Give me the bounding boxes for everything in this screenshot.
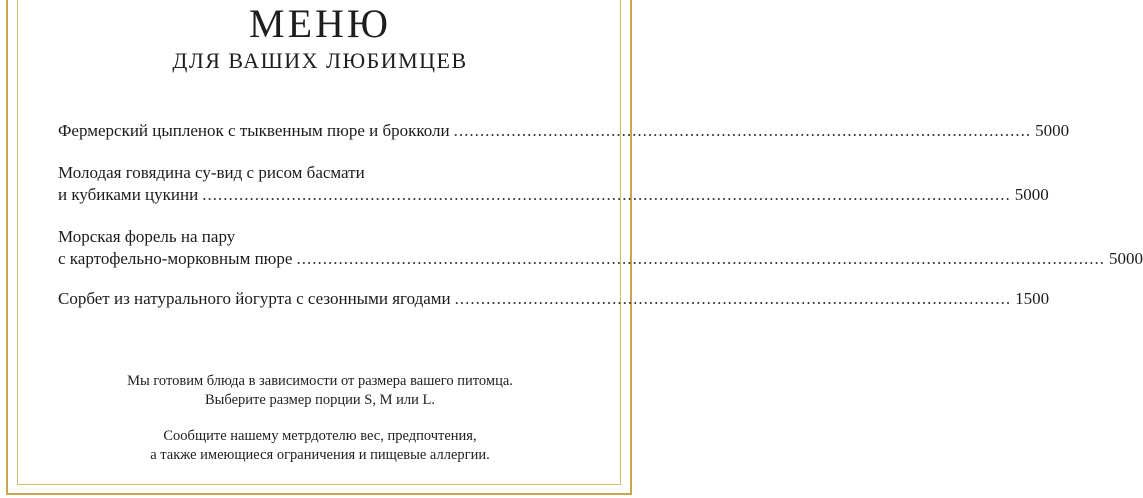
portion-size-note	[0, 372, 640, 410]
note-line: а также имеющиеся ограничения и пищевые аллергии.	[150, 447, 490, 463]
note-line: Мы готовим блюда в зависимости от размера вашего питомца.	[127, 373, 513, 389]
note-line: Сообщите нашему метрдотелю вес, предпочтения,	[163, 428, 477, 444]
menu-item-name: Фермерский цыпленок с тыквенным пюре и брокколи	[58, 121, 450, 140]
menu-item-line	[58, 120, 1070, 142]
menu-item-line	[58, 248, 1143, 270]
menu-item-name: Молодая говядина су-вид с рисом басмати	[58, 163, 365, 182]
menu-item-line	[58, 288, 1050, 310]
menu-item-name-cont: и кубиками цукини	[58, 185, 199, 204]
allergy-note	[0, 427, 640, 465]
menu-item-line	[58, 184, 1049, 206]
menu-item	[58, 162, 1049, 206]
menu-item	[58, 120, 1070, 142]
menu-item	[58, 288, 1050, 310]
leader-dots: ..........................................................................................................	[454, 289, 1012, 308]
menu-item-price: 5000	[1035, 121, 1070, 140]
menu-item	[58, 226, 1143, 270]
menu-item-name: Сорбет из натурального йогурта с сезонными ягодами	[58, 289, 451, 308]
menu-item-name-cont: с картофельно-морковным пюре	[58, 249, 293, 268]
menu-subtitle: ДЛЯ ВАШИХ ЛЮБИМЦЕВ	[172, 48, 468, 73]
menu-item-line	[58, 162, 582, 184]
menu-title: МЕНЮ	[249, 1, 391, 46]
leader-dots: ..........................................................................................................................................................	[296, 249, 1105, 268]
menu-item-line	[58, 226, 582, 248]
menu-item-price: 5000	[1108, 249, 1143, 268]
leader-dots: ..............................................................................................................	[453, 121, 1032, 140]
menu-item-price: 1500	[1015, 289, 1050, 308]
leader-dots: ..........................................................................................................................................................	[202, 185, 1011, 204]
note-line: Выберите размер порции S, M или L.	[205, 392, 435, 408]
menu-item-price: 5000	[1014, 185, 1049, 204]
menu-item-name: Морская форель на пару	[58, 227, 236, 246]
